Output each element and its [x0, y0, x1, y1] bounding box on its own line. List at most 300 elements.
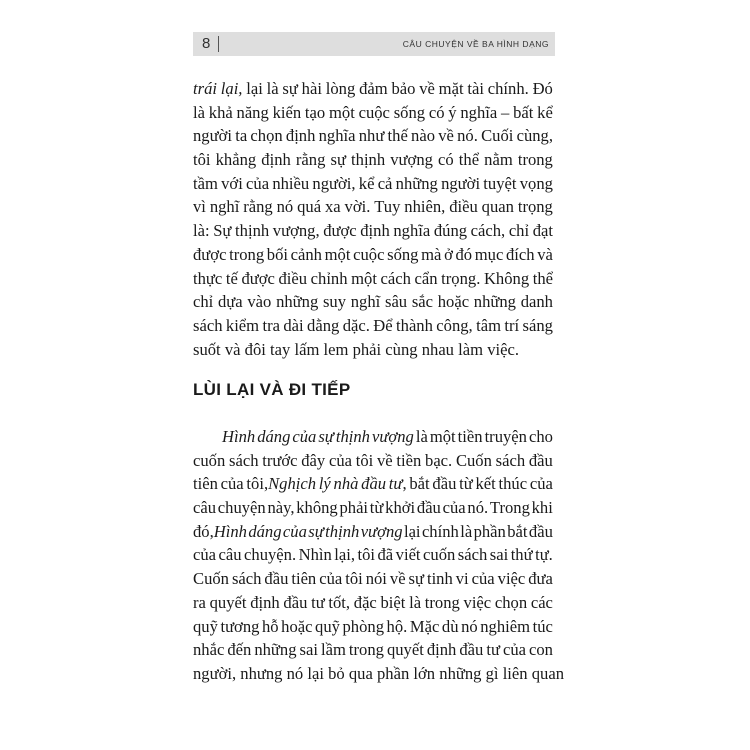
text: nhắc [193, 640, 225, 660]
text: tài [467, 79, 484, 98]
text: con [529, 640, 553, 660]
word [219, 543, 242, 567]
text-line [193, 567, 553, 591]
text: nghĩ [350, 292, 381, 312]
text: một [429, 427, 456, 446]
word [533, 267, 553, 291]
text: việc [497, 569, 526, 589]
word [506, 243, 535, 267]
word [409, 472, 429, 496]
page-number: 8 [202, 35, 211, 52]
word [351, 267, 377, 291]
word [529, 638, 553, 662]
word [460, 520, 472, 544]
italic-text: thịnh [325, 521, 360, 541]
word [486, 638, 500, 662]
word [273, 219, 320, 243]
text-line [193, 267, 553, 291]
text: quyết [209, 592, 247, 612]
text: sống [393, 102, 426, 122]
text: nhau [421, 339, 454, 359]
word [390, 148, 433, 172]
text: những [439, 663, 482, 683]
text: sai [489, 545, 509, 565]
text: việc [463, 592, 492, 612]
page-header [193, 32, 555, 56]
word [537, 243, 553, 267]
word [533, 615, 553, 639]
text: tay [270, 339, 291, 359]
word [484, 267, 529, 291]
paragraph-1 [193, 77, 553, 361]
word [193, 543, 216, 567]
word [458, 543, 488, 567]
word [193, 615, 218, 639]
word [232, 567, 262, 591]
text-line [193, 472, 553, 496]
word [481, 124, 513, 148]
text: những [395, 173, 438, 193]
word [278, 267, 307, 291]
word [533, 219, 553, 243]
word [427, 567, 453, 591]
word [324, 338, 349, 362]
word [461, 615, 478, 639]
word [345, 195, 371, 219]
text: đến [227, 640, 252, 660]
italic-text: trái [193, 79, 217, 98]
word [237, 101, 269, 125]
word [391, 77, 415, 101]
text: nào [411, 126, 435, 146]
word [499, 472, 528, 496]
word [356, 449, 374, 473]
text: tôi, [246, 474, 269, 494]
text: người [193, 126, 232, 146]
word [227, 638, 251, 662]
text: là [409, 592, 422, 612]
text: khi [531, 498, 553, 518]
word [243, 195, 273, 219]
italic-text: lý [318, 474, 331, 494]
italic-text: Hình [222, 427, 256, 446]
word [193, 219, 210, 243]
text: sâu [384, 292, 408, 312]
text: Nhìn [298, 545, 332, 565]
text: nó. [457, 126, 478, 146]
text: sách [495, 450, 526, 470]
word [193, 77, 217, 101]
text: quan [481, 197, 514, 217]
word [261, 148, 291, 172]
text: cuốn [193, 450, 226, 470]
word [193, 101, 205, 125]
text: lại [307, 663, 324, 683]
text: bỏ [328, 663, 345, 683]
text-line [193, 543, 553, 567]
word [490, 496, 530, 520]
text: câu [218, 545, 242, 565]
word [360, 219, 390, 243]
text: hỗ [262, 616, 279, 636]
italic-text: lại, [220, 79, 243, 98]
word [432, 472, 456, 496]
word [305, 101, 325, 125]
word [504, 314, 519, 338]
text-line [193, 425, 553, 449]
word [361, 472, 386, 496]
text: cách [380, 268, 411, 288]
word [429, 101, 445, 125]
text: trong [517, 150, 553, 170]
text: người [441, 173, 481, 193]
word [319, 567, 342, 591]
text: tuyệt [483, 173, 517, 193]
word [267, 496, 294, 520]
text: làm [458, 339, 484, 359]
text: cẩn [414, 268, 438, 288]
word [378, 543, 394, 567]
word [475, 243, 504, 267]
text: từ [369, 498, 384, 518]
word [419, 77, 435, 101]
text: Mặc [409, 616, 440, 636]
word [498, 567, 526, 591]
word [416, 425, 428, 449]
word [193, 449, 225, 473]
text: chọn [250, 126, 283, 146]
text: một [328, 102, 355, 122]
word [193, 591, 206, 615]
word [441, 172, 480, 196]
word [520, 172, 553, 196]
text: nó [276, 197, 294, 217]
word [425, 591, 460, 615]
word [517, 124, 553, 148]
text: Cuốn [455, 450, 492, 470]
text: ý [448, 102, 457, 122]
word [343, 314, 370, 338]
italic-text: thịnh [335, 427, 370, 446]
word [308, 520, 324, 544]
text: chỉnh [310, 268, 348, 288]
word [283, 520, 307, 544]
text: của [442, 498, 466, 518]
text-line [193, 195, 553, 219]
word [283, 591, 307, 615]
text-line [193, 172, 553, 196]
word [225, 338, 241, 362]
text: sách [231, 569, 262, 589]
text: tế [225, 268, 238, 288]
word [319, 124, 356, 148]
text: quỹ [193, 616, 218, 636]
word [417, 496, 441, 520]
text: Sự [213, 221, 232, 241]
text-line [193, 338, 553, 362]
word [443, 496, 466, 520]
text: đầu [416, 498, 441, 518]
text: mặt [438, 79, 464, 98]
word [359, 101, 390, 125]
word [270, 338, 290, 362]
word [396, 172, 438, 196]
word [438, 290, 469, 314]
text: đầu [528, 521, 553, 541]
word [529, 520, 553, 544]
text: được [241, 268, 275, 288]
text: sách [457, 545, 488, 565]
word [193, 338, 221, 362]
text-line [193, 77, 553, 101]
text: gì [485, 663, 499, 683]
text: trong [348, 640, 384, 660]
word [229, 449, 259, 473]
word [291, 567, 316, 591]
text: thịnh [235, 221, 270, 241]
word [321, 638, 346, 662]
word [287, 662, 304, 686]
text: đầu [283, 592, 308, 612]
text: có [428, 102, 445, 122]
word [507, 520, 527, 544]
word [262, 615, 279, 639]
text: đạt [532, 221, 553, 241]
text: trí [504, 315, 520, 335]
word [456, 243, 473, 267]
word [460, 101, 497, 125]
word [318, 425, 334, 449]
text: suốt [193, 339, 221, 359]
text: tôi [355, 450, 374, 470]
word [267, 77, 279, 101]
text: nằm [484, 150, 513, 170]
text: , [402, 474, 407, 494]
word [329, 101, 355, 125]
text: tư [486, 640, 500, 660]
text: là: [193, 221, 210, 241]
word [216, 148, 257, 172]
text: các [530, 592, 553, 612]
text: cùng [385, 339, 418, 359]
text: mục [474, 244, 504, 264]
text: khả [208, 102, 233, 122]
text: một [324, 244, 351, 264]
word [511, 543, 533, 567]
text: định [285, 126, 316, 146]
word [359, 172, 375, 196]
word [439, 77, 464, 101]
word [241, 267, 274, 291]
word [319, 472, 331, 496]
italic-text: nhà [333, 474, 359, 494]
italic-text: Nghịch [268, 474, 317, 494]
text: của [502, 640, 526, 660]
word [300, 638, 318, 662]
word [456, 449, 492, 473]
text: nhưng [240, 663, 283, 683]
text: đầu [459, 640, 484, 660]
text: câu [193, 498, 217, 518]
word [235, 219, 269, 243]
word [474, 290, 516, 314]
word [533, 77, 553, 101]
word [246, 172, 269, 196]
word [328, 662, 345, 686]
word [246, 77, 263, 101]
word [353, 243, 384, 267]
word [471, 219, 506, 243]
text-line [193, 662, 564, 686]
text: kiểm [225, 315, 260, 335]
word [193, 472, 218, 496]
italic-text: tư [388, 474, 403, 494]
text: bất [513, 102, 534, 122]
text: rằng [295, 150, 326, 170]
word [486, 662, 499, 686]
text: nhiều [272, 173, 310, 193]
word [361, 520, 403, 544]
text: rằng [243, 197, 273, 217]
word [495, 591, 527, 615]
word [472, 567, 495, 591]
text: trọng [517, 197, 553, 217]
word [438, 148, 454, 172]
text: tốt, [328, 592, 351, 612]
text: định [360, 221, 390, 241]
word [457, 124, 478, 148]
text-line [193, 290, 553, 314]
text: đầu [432, 474, 457, 494]
word [532, 496, 553, 520]
word [334, 543, 355, 567]
word [264, 567, 288, 591]
italic-text: của [292, 427, 317, 446]
word [328, 591, 350, 615]
text: tiên [291, 569, 317, 589]
word [449, 195, 478, 219]
text: cuộc [358, 102, 390, 122]
word [487, 338, 519, 362]
word [423, 543, 455, 567]
word [193, 496, 216, 520]
text: hài [301, 79, 322, 98]
text: phải [339, 498, 369, 518]
word [434, 219, 467, 243]
word [503, 638, 526, 662]
text: khởi [385, 498, 416, 518]
text: có [438, 150, 454, 170]
text: tra [262, 315, 280, 335]
word [213, 219, 231, 243]
text: đưa [528, 569, 553, 589]
text: xa [324, 197, 341, 217]
word [193, 267, 222, 291]
word [193, 567, 229, 591]
text: bạc. [425, 450, 453, 470]
word [325, 243, 351, 267]
text-line [193, 615, 553, 639]
word [436, 314, 472, 338]
word [250, 124, 282, 148]
text: ta [235, 126, 248, 146]
word [501, 101, 509, 125]
word [425, 449, 452, 473]
text: kết [475, 474, 496, 494]
text: cho [528, 427, 553, 446]
text: Không [483, 268, 530, 288]
text: cả [377, 173, 393, 193]
word [325, 195, 341, 219]
word [366, 567, 387, 591]
word [409, 567, 424, 591]
text: của [328, 450, 352, 470]
text: nghiêm [480, 616, 531, 636]
text: Trong [489, 498, 530, 518]
text: như [358, 126, 385, 146]
word [393, 219, 430, 243]
text: tư [311, 592, 325, 612]
word [339, 496, 368, 520]
text: cùng, [516, 126, 553, 146]
word [343, 615, 384, 639]
text: người, [312, 173, 356, 193]
text: bối [266, 244, 288, 264]
text: lại, [334, 545, 355, 565]
text: đây [301, 450, 326, 470]
italic-text: đầu [361, 474, 387, 494]
word [334, 472, 359, 496]
word [389, 472, 407, 496]
paragraph-2 [193, 425, 564, 686]
word [218, 290, 243, 314]
word [294, 338, 319, 362]
text: sách [229, 450, 259, 470]
word [359, 124, 385, 148]
text: từ [459, 474, 473, 494]
text: thể [458, 150, 480, 170]
text: truyện [484, 427, 527, 446]
text: kể [358, 173, 375, 193]
text: những [473, 292, 516, 312]
text: sự [330, 150, 346, 170]
word [387, 638, 424, 662]
word [439, 662, 481, 686]
word [374, 195, 400, 219]
text-line [193, 314, 553, 338]
word [381, 591, 406, 615]
text: với [221, 173, 243, 193]
text: dù [441, 616, 459, 636]
word [193, 638, 224, 662]
word [385, 338, 417, 362]
text: phải [352, 339, 382, 359]
text: sách [193, 315, 223, 335]
word [276, 290, 318, 314]
text: đã [377, 545, 394, 565]
text: túc [532, 616, 553, 636]
text: điều [278, 268, 308, 288]
text-line [193, 638, 553, 662]
text: biệt [380, 592, 406, 612]
text: đảm [359, 79, 388, 98]
word [283, 314, 303, 338]
word [372, 425, 414, 449]
word [529, 425, 553, 449]
text: này, [267, 498, 295, 518]
text: thứ [510, 545, 533, 565]
word [381, 267, 411, 291]
